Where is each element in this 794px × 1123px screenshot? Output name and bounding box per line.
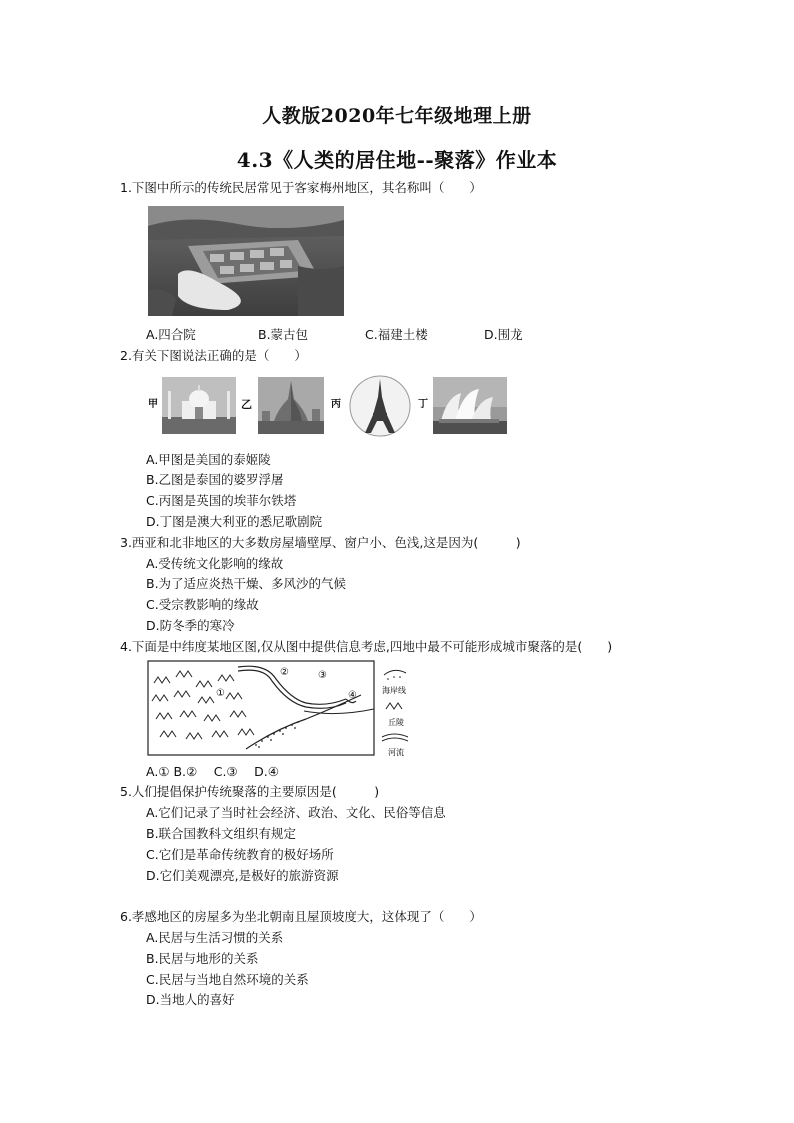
page-title: 人教版2020年七年级地理上册	[262, 105, 532, 127]
legend-coastline: 海岸线	[382, 686, 406, 695]
q1-option-a: A.四合院	[146, 327, 196, 342]
q6-option-c: C.民居与当地自然环境的关系	[146, 972, 309, 987]
marker-4: ④	[348, 690, 357, 701]
question-6-stem: 6.孝感地区的房屋多为坐北朝南且屋顶坡度大，这体现了（ ）	[120, 909, 482, 924]
taj-mahal-photo	[162, 377, 236, 434]
q6-option-b: B.民居与地形的关系	[146, 951, 259, 966]
q5-option-a: A.它们记录了当时社会经济、政治、文化、民俗等信息	[146, 805, 446, 820]
map-legend	[382, 670, 408, 757]
question-5-stem: 5.人们提倡保护传统聚落的主要原因是( )	[120, 784, 380, 799]
legend-river: 河流	[388, 748, 404, 757]
page-subtitle: 4.3《人类的居住地--聚落》作业本	[236, 148, 558, 172]
q6-option-a: A.民居与生活习惯的关系	[146, 930, 284, 945]
q1-option-d: D.围龙	[484, 327, 523, 342]
q6-option-d: D.当地人的喜好	[146, 992, 235, 1007]
question-1-stem: 1.下图中所示的传统民居常见于客家梅州地区，其名称叫（ ）	[120, 180, 482, 195]
q1-option-c: C.福建土楼	[365, 327, 428, 342]
marker-1: ①	[216, 688, 225, 699]
tulou-photo	[148, 206, 344, 316]
q2-option-b: B.乙图是泰国的婆罗浮屠	[146, 472, 284, 487]
question-3-stem: 3.西亚和北非地区的大多数房屋墙壁厚、窗户小、色浅,这是因为( )	[120, 535, 521, 550]
q1-option-b: B.蒙古包	[258, 327, 309, 342]
image-label-ding: 丁	[418, 399, 428, 410]
q3-option-c: C.受宗教影响的缘故	[146, 597, 259, 612]
image-label-jia: 甲	[148, 399, 158, 410]
sydney-opera-house-photo	[433, 377, 507, 434]
image-label-yi: 乙	[241, 398, 252, 411]
question-4-stem: 4.下面是中纬度某地区图,仅从图中提供信息考虑,四地中最不可能形成城市聚落的是( )	[120, 639, 613, 654]
marker-2: ②	[280, 667, 289, 678]
q5-option-d: D.它们美观漂亮,是极好的旅游资源	[146, 868, 339, 883]
eiffel-tower-photo	[349, 375, 411, 437]
question-2-stem: 2.有关下图说法正确的是（ ）	[120, 348, 307, 363]
legend-hills: 丘陵	[388, 718, 404, 727]
q2-option-a: A.甲图是美国的泰姬陵	[146, 452, 271, 467]
topographic-map	[146, 659, 421, 759]
q5-option-b: B.联合国教科文组织有规定	[146, 826, 297, 841]
pagoda-photo	[258, 377, 324, 434]
q5-option-c: C.它们是革命传统教育的极好场所	[146, 847, 334, 862]
q3-option-d: D.防冬季的寒冷	[146, 618, 235, 633]
q3-option-a: A.受传统文化影响的缘故	[146, 556, 284, 571]
image-label-bing: 丙	[331, 399, 341, 410]
q3-option-b: B.为了适应炎热干燥、多风沙的气候	[146, 576, 347, 591]
q2-option-c: C.丙图是英国的埃菲尔铁塔	[146, 493, 297, 508]
q2-option-d: D.丁图是澳大利亚的悉尼歌剧院	[146, 514, 323, 529]
q4-options: A.① B.② C.③ D.④	[146, 764, 279, 779]
marker-3: ③	[318, 670, 327, 681]
